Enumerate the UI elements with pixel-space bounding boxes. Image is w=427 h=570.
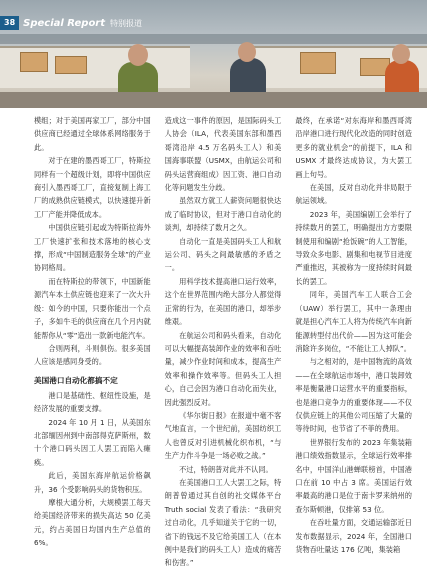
section-title: Special Report [23, 17, 106, 29]
paragraph: 在美国港口工人大罢工之际，特朗普曾通过其自创的社交媒体平台 Truth social 发表了看法：“我研究过自动化，几乎知道关于它的一切，省下的钱远不及它给美国工人（在本例中是我们的码头工人）造成的痛苦和伤害。” [164, 477, 282, 568]
paragraph: 在吞吐量方面，交通运输部近日发布数据显示，2024 年，全国港口货物吞吐量达 176 亿吨，集装箱 [295, 518, 413, 554]
paragraph: 虽然双方就工人薪资问题很快达成了临时协议，但对于港口自动化的谈判，却持续了数月之久。 [164, 196, 282, 233]
photo-worker-head [238, 42, 256, 62]
paragraph: 不过，特朗普对此并不认同。 [179, 464, 273, 474]
text-column-1 [34, 114, 151, 554]
paragraph: 港口是基础性、枢纽性设施，是经济发展的重要支撑。 [34, 390, 151, 414]
paragraph: 用科学技术提高港口运行效率，这个在世界范围内绝大部分人都觉得正常的行为，在美国的港口，却举步维艰。 [164, 276, 282, 327]
paragraph: 合则两利，斗则俱伤。很多美国人应该是感同身受的。 [34, 343, 151, 367]
text-column-3 [295, 114, 412, 554]
paragraph: 中国供应链引起或为特斯拉海外工厂快速扩张和技术落地的核心支撑，形成“中国制造服务全球”的产业协同格局。 [34, 223, 151, 273]
paragraph: 世界银行发布的 2023 年集装箱港口绩效指数显示，全球运行效率排名中，中国洋山港蝉联榜首，中国港口在前 10 中占 3 席。美国运行效率最高的港口是位于南卡罗来纳州的查尔斯顿港，仅排第 53 位。 [295, 437, 413, 514]
photo-box [300, 52, 336, 74]
paragraph: 摩根大通分析，大规模罢工每天给美国经济带来的损失高达 50 亿美元，约占美国日均国内生产总值的 6%。 [34, 497, 151, 548]
text-column-2 [164, 114, 282, 568]
photo-ceiling-band [0, 34, 427, 44]
photo-floor [0, 92, 427, 108]
subheading: 美国港口自动化都搞不定 [34, 375, 118, 385]
paragraph: 在航运公司和码头看来，自动化可以大幅提高装卸作业的效率和吞吐量，减少作业时间和成本，提高生产效率和操作效率等。但码头工人担心，自己会因为港口自动化而失业，因此强烈反对。 [164, 330, 282, 407]
paragraph: 此后，美国东海岸航运价格飙升，36 个受影响码头的货物积压。 [34, 471, 151, 494]
paragraph: 造成这一事件的原因，是国际码头工人协会（ILA，代表美国东部和墨西哥湾沿岸 4.5 万名码头工人）和美国海事联盟（USMX，由航运公司和码头运营商组成）因工资、港口自动化等问题发生分歧。 [164, 116, 282, 193]
page-number: 38 [0, 16, 19, 30]
article-body [34, 114, 413, 568]
paragraph: 模组；对于美国再家工厂，部分中国供应商已经通过全球体系网络服务于此。 [34, 116, 151, 152]
paragraph: 自动化一直是美国码头工人和航运公司、码头之间最敏感的矛盾之一。 [164, 236, 282, 273]
paragraph: 而在特斯拉的带领下，中国新能源汽车本土供应链也迎来了一次大升级：如今的中国，只要你能出一个点子，多如牛毛的供应商在几个月内就能帮你从“零”造出一款新电能汽车。 [34, 276, 151, 340]
paragraph: 最终，在承诺“对东海岸和墨西哥湾沿岸港口进行现代化改造的同时创造更多的就业机会”的前提下，ILA 和 USMX 才最终达成协议，为大罢工画上句号。 [295, 116, 413, 179]
paragraph: 《华尔街日报》在报道中毫不客气地直言，一个世纪前，美国纺织工人也曾反对引进机械化织布机，“与生产力作斗争是一场必败之战。” [164, 410, 282, 461]
section-header [0, 16, 142, 30]
photo-worker-head [128, 44, 148, 66]
photo-worker-head [392, 44, 410, 64]
photo-box [55, 56, 87, 74]
paragraph: 2024 年 10 月 1 日，从美国东北部缅因州到中南部得克萨斯州，数十个港口码头因工人罢工而陷入瘫痪。 [34, 417, 151, 467]
paragraph: 2023 年，美国编剧工会举行了持续数月的罢工，明确提出方方要限制使用和编剧“抢饭碗”的人工智能，导致众多电影、剧集和电视节目进度严重推迟，其被称为一度持续时间最长的罢工。 [295, 209, 413, 286]
paragraph: 对于在建的墨西哥工厂，特斯拉同样有一个超级计划，即将中国供应商引入墨西哥工厂，直接复制上海工厂的成熟供应链模式，以快速提升新工厂产能并降低成本。 [34, 156, 151, 219]
paragraph: 与之相对的，是中国物流的高效——在全球航运市场中，港口装卸效率是衡量港口运营水平的重要指标，也是港口竞争力的重要体现——不仅仅供应链上的其他公司压缩了大量的等待时间，也节省了不菲的费用。 [295, 357, 413, 434]
paragraph: 在美国，反对自动化并非局限于航运领域。 [295, 183, 413, 206]
section-subtitle: 特别报道 [110, 18, 143, 28]
photo-box [20, 52, 48, 72]
paragraph: 同年，美国汽车工人联合工会（UAW）举行罢工，其中一条理由就是担心汽车工人将为传统汽车向新能源转型付出代价——因为这可能会消除许多岗位，“不能让工人掉队”。 [295, 290, 413, 353]
